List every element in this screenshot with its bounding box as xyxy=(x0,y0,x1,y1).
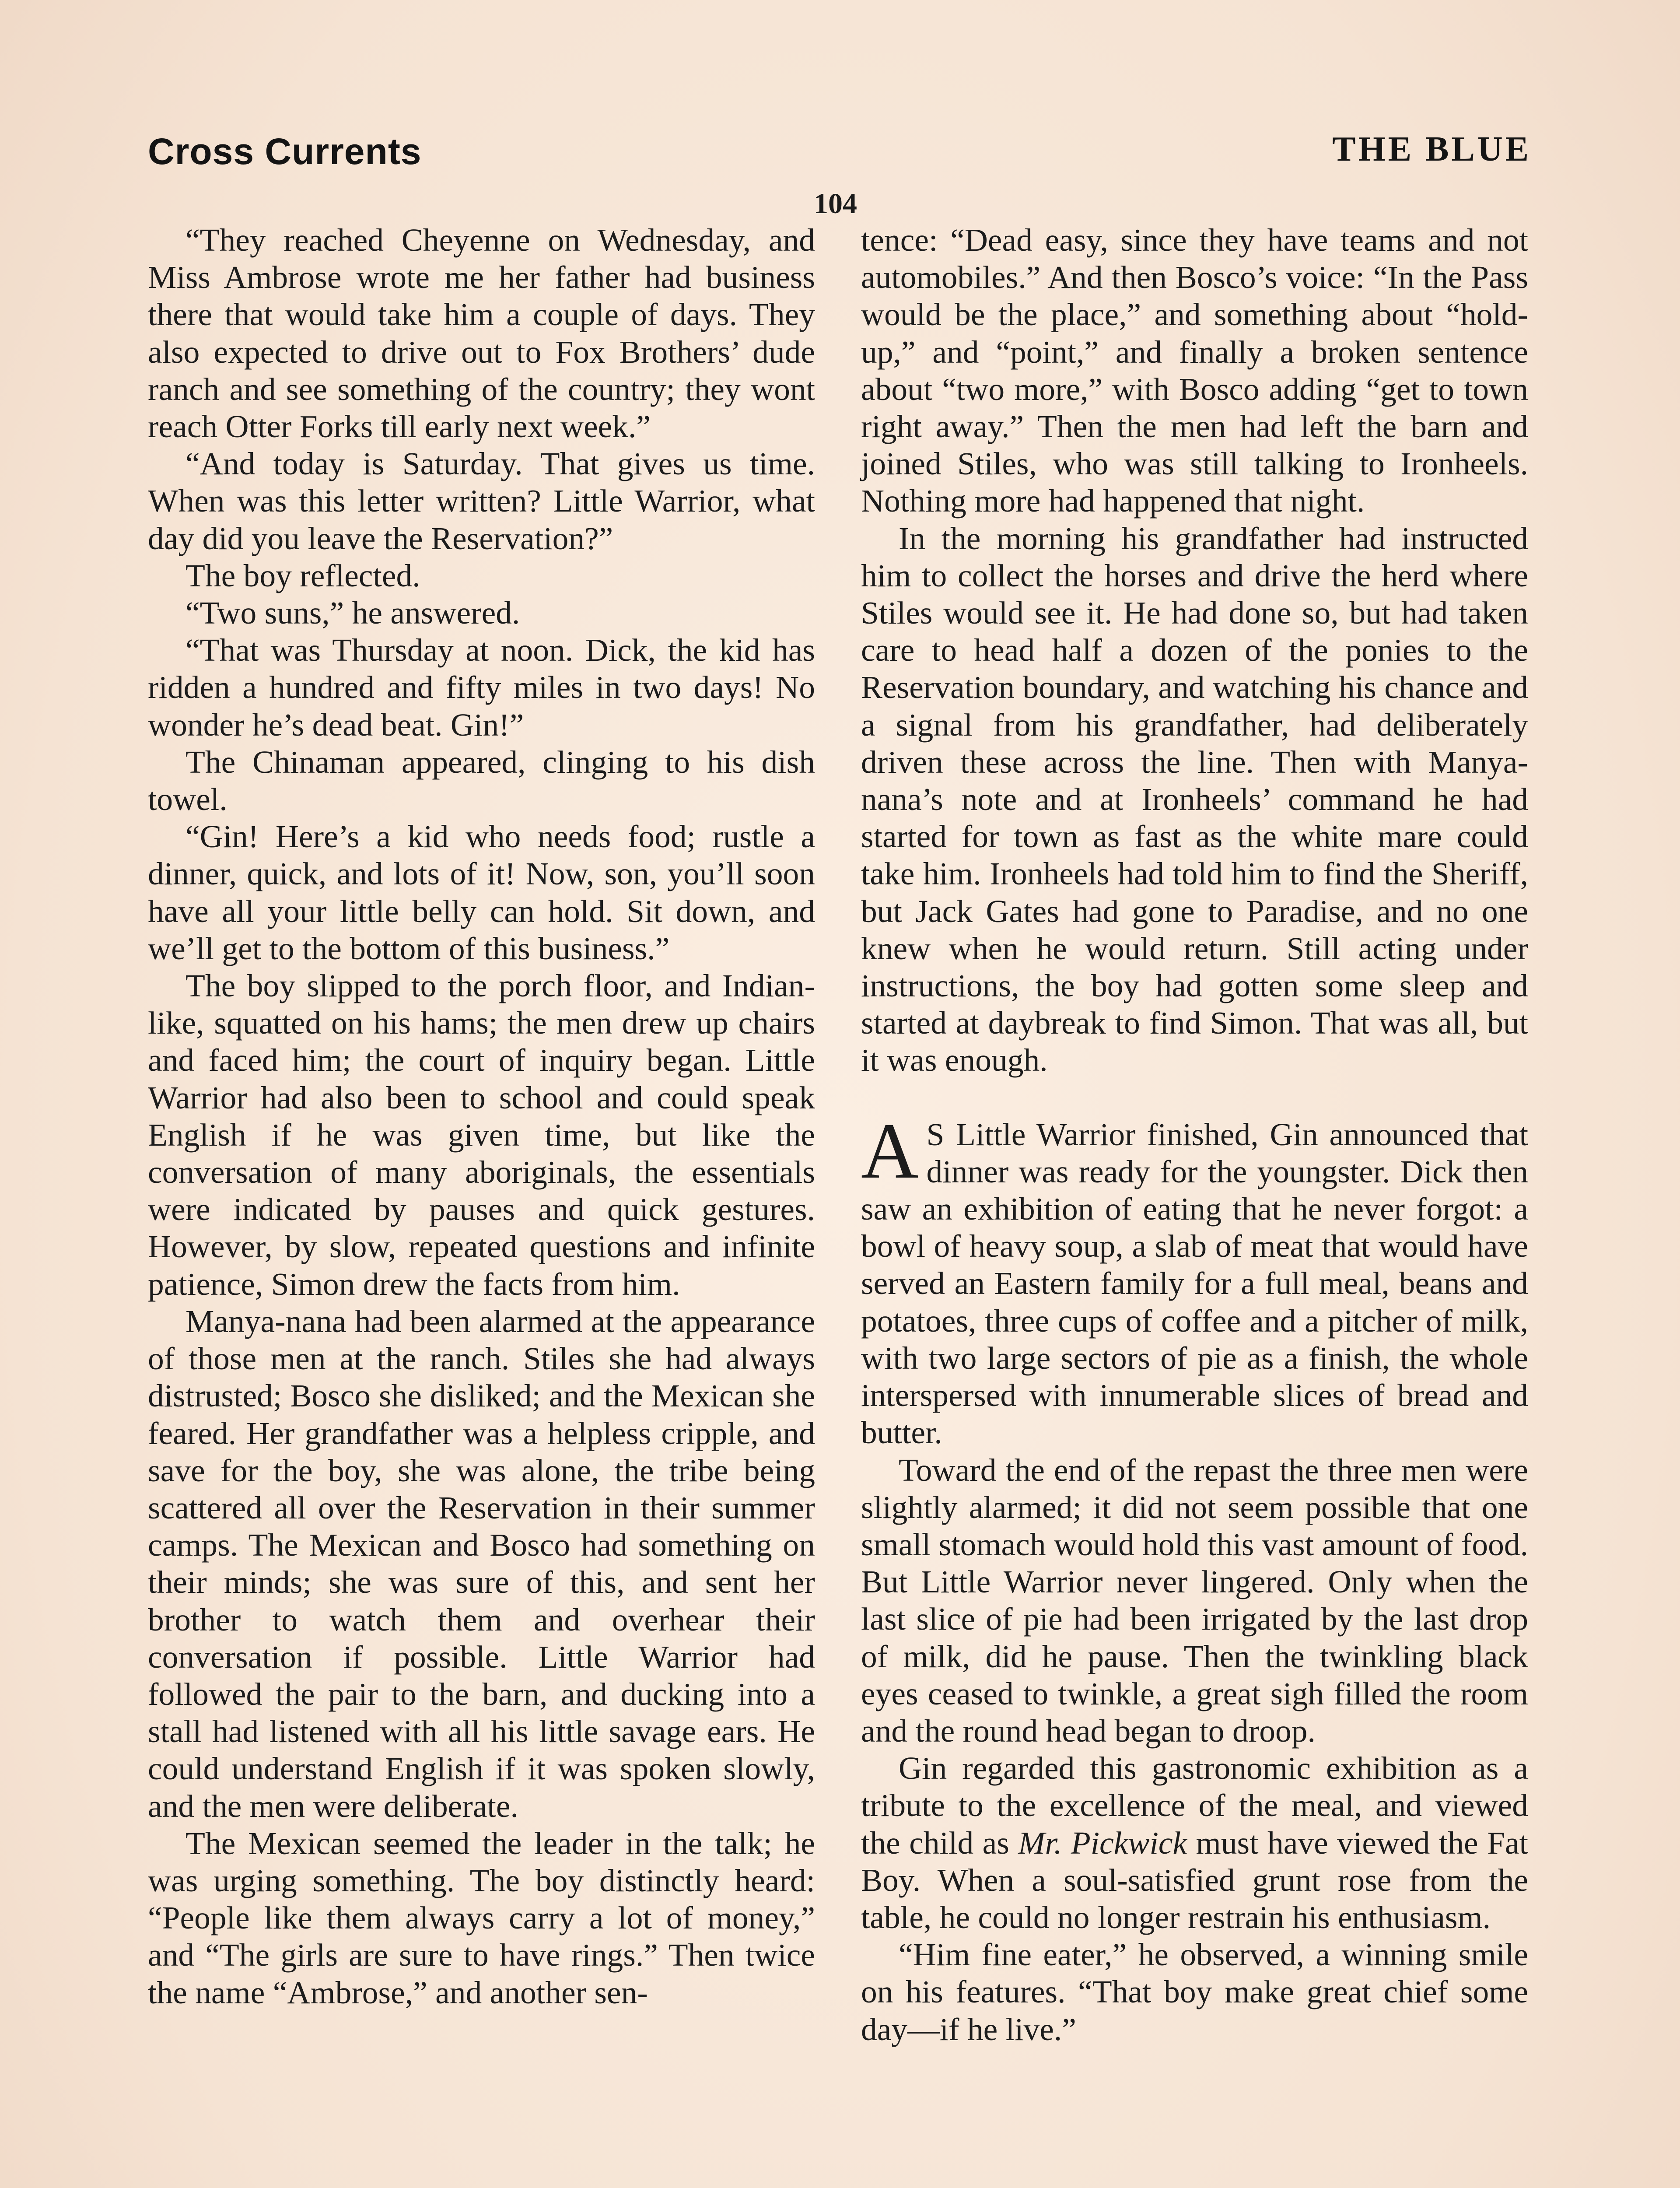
italic-reference: Mr. Pickwick xyxy=(1018,1825,1187,1861)
paragraph: “And today is Saturday. That gives us time. When was this letter written? Little Warrior, what day did you leave the Reservation?” xyxy=(148,446,815,556)
paragraph: “Him fine eater,” he observed, a winning smile on his features. “That boy make great chief some day—if he live.” xyxy=(861,1937,1528,2047)
paragraph-with-italic xyxy=(861,1750,1528,1936)
paragraph: The Mexican seemed the leader in the talk; he was urging something. The boy distinctly heard: “People like them always carry a lot of money,” and “The girls are sure to have rings.” Then twice the name “Ambrose,” and another sen- xyxy=(148,1825,815,2010)
right-column xyxy=(861,221,1528,2048)
paragraph: Manya-nana had been alarmed at the appearance of those men at the ranch. Stiles she had always distrusted; Bosco she disliked; and the Mexican she feared. Her grandfather was a helpless cripple, and save for the boy, she was alone, the tribe being scattered all over the Reservation in their summer camps. The Mexican and Bosco had something on their minds; she was sure of this, and sent her brother to watch them and overhear their conversation if possible. Little Warrior had followed the pair to the barn, and ducking into a stall had listened with all his little savage ears. He could understand English if it was spoken slowly, and the men were deliberate. xyxy=(148,1303,815,1824)
drop-cap-letter: A xyxy=(861,1107,919,1195)
story-title: Cross Currents xyxy=(148,131,422,172)
paragraph: The Chinaman appeared, clinging to his dish towel. xyxy=(148,744,815,817)
paragraph: In the morning his grandfather had instructed him to collect the horses and drive the herd where Stiles would see it. He had done so, but had taken care to head half a dozen of the ponies to the Reservation boundary, and watching his chance and a signal from his grandfather, had deliberately driven these across the line. Then with Manya-nana’s note and at Ironheels’ command he had started for town as fast as the white mare could take him. Ironheels had told him to find the Sheriff, but Jack Gates had gone to Paradise, and no one knew when he would return. Still acting under instructions, the boy had gotten some sleep and started at daybreak to find Simon. That was all, but it was enough. xyxy=(861,520,1528,1078)
paragraph-continuation: tence: “Dead easy, since they have teams and not automobiles.” And then Bosco’s voice: “In the Pass would be the place,” and something about “hold-up,” and “point,” and finally a broken sentence about “two more,” with Bosco adding “get to town right away.” Then the men had left the barn and joined Stiles, who was still talking to Ironheels. Nothing more had happened that night. xyxy=(861,222,1528,519)
left-column xyxy=(148,221,815,2011)
paragraph: The boy slipped to the porch floor, and Indian-like, squatted on his hams; the men drew up chairs and faced him; the court of inquiry began. Little Warrior had also been to school and could speak English if he was given time, but like the conversation of many aboriginals, the essentials were indicated by pauses and quick gestures. However, by slow, repeated questions and infinite patience, Simon drew the facts from him. xyxy=(148,968,815,1302)
text-run: must have viewed the Fat Boy. When a soul-satisfied grunt rose from the table, he could no longer restrain his enthusiasm. xyxy=(861,1825,1529,1935)
paragraph: The boy reflected. xyxy=(186,558,420,593)
page-number: 104 xyxy=(814,188,857,220)
drop-cap-word-rest: S xyxy=(926,1116,945,1152)
paragraph: “Gin! Here’s a kid who needs food; rustle a dinner, quick, and lots of it! Now, son, you’ll soon have all your little belly can hold. Sit down, and we’ll get to the bottom of this business.” xyxy=(148,819,815,966)
paragraph: Toward the end of the repast the three men were slightly alarmed; it did not seem possible that one small stomach would hold this vast amount of food. But Little Warrior never lingered. Only when the last slice of pie had been irrigated by the last drop of milk, did he pause. Then the twinkling black eyes ceased to twinkle, a great sigh filled the room and the round head began to droop. xyxy=(861,1452,1528,1749)
magazine-title: THE BLUE xyxy=(1332,130,1531,168)
paragraph: “Two suns,” he answered. xyxy=(186,595,520,631)
paragraph: “They reached Cheyenne on Wednesday, and Miss Ambrose wrote me her father had business there that would take him a couple of days. They also expected to drive out to Fox Brothers’ dude ranch and see something of the country; they wont reach Otter Forks till early next week.” xyxy=(148,222,815,445)
dropcap-paragraph xyxy=(861,1107,1528,1452)
text-run: Gin regarded this gastronomic exhibition as a tribute to the excellence of the meal, and viewed the child as xyxy=(861,1750,1528,1861)
dropcap-paragraph-text: Little Warrior finished, Gin announced that dinner was ready for the youngster. Dick then saw an exhibition of eating that he never forgot: a bowl of heavy soup, a slab of meat that would have served an Eastern family for a full meal, beans and potatoes, three cups of coffee and a pitcher of milk, with two large sectors of pie as a finish, the whole interspersed with innumerable slices of bread and butter. xyxy=(861,1116,1528,1451)
paragraph: “That was Thursday at noon. Dick, the kid has ridden a hundred and fifty miles in two days! No wonder he’s dead beat. Gin!” xyxy=(148,632,815,743)
